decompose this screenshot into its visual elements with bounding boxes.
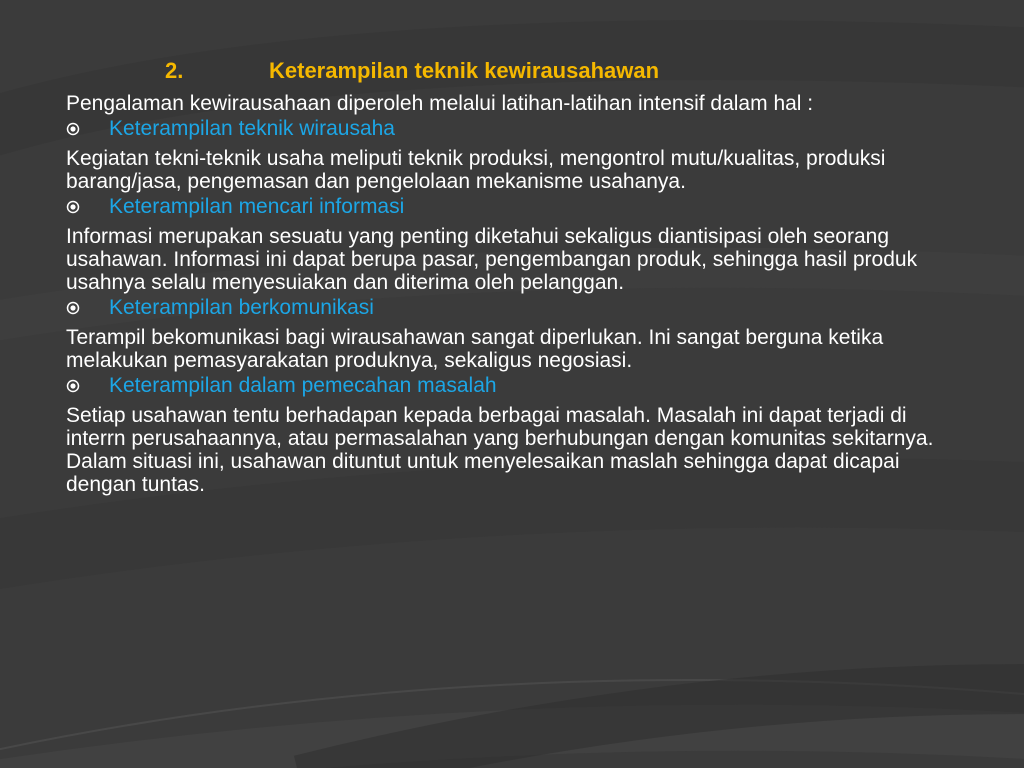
item-description: Informasi merupakan sesuatu yang penting diketahui sekaligus diantisipasi oleh seorang usahawan. Informasi ini dapat berupa pasar, pengembangan produk, sehingga hasil produk usahnya selalu menyesuiakan dan diterima oleh pelanggan. (66, 225, 918, 294)
bullet-label: Keterampilan dalam pemecahan masalah (109, 374, 497, 397)
heading-number: 2. (165, 58, 184, 83)
slide-body (66, 92, 951, 498)
bullet-label: Keterampilan teknik wirausaha (109, 117, 395, 140)
bullet-item (66, 374, 951, 400)
radio-bullet-icon (66, 200, 80, 214)
bullet-label: Keterampilan mencari informasi (109, 195, 405, 218)
item-description: Kegiatan tekni-teknik usaha meliputi teknik produksi, mengontrol mutu/kualitas, produksi barang/jasa, pengemasan dan pengelolaan mekanisme usahanya. (66, 147, 886, 193)
bullet-item (66, 117, 951, 143)
radio-bullet-icon (66, 379, 80, 393)
item-description: Terampil bekomunikasi bagi wirausahawan sangat diperlukan. Ini sangat berguna ketika melakukan pemasyarakatan produknya, sekaligus negosiasi. (66, 326, 884, 372)
bullet-label: Keterampilan berkomunikasi (109, 296, 374, 319)
item-description: Setiap usahawan tentu berhadapan kepada berbagai masalah. Masalah ini dapat terjadi di interrn perusahaannya, atau permasalahan yang berhubungan dengan komunitas sekitarnya. Dalam situasi ini, usahawan dituntut untuk menyelesaikan maslah sehingga dapat dicapai dengan tuntas. (66, 404, 934, 496)
bullet-item (66, 296, 951, 322)
radio-bullet-icon (66, 301, 80, 315)
intro-paragraph: Pengalaman kewirausahaan diperoleh melalui latihan-latihan intensif dalam hal : (66, 92, 814, 115)
heading-title: Keterampilan teknik kewirausahawan (269, 58, 660, 83)
radio-bullet-icon (66, 122, 80, 136)
bullet-item (66, 195, 951, 221)
